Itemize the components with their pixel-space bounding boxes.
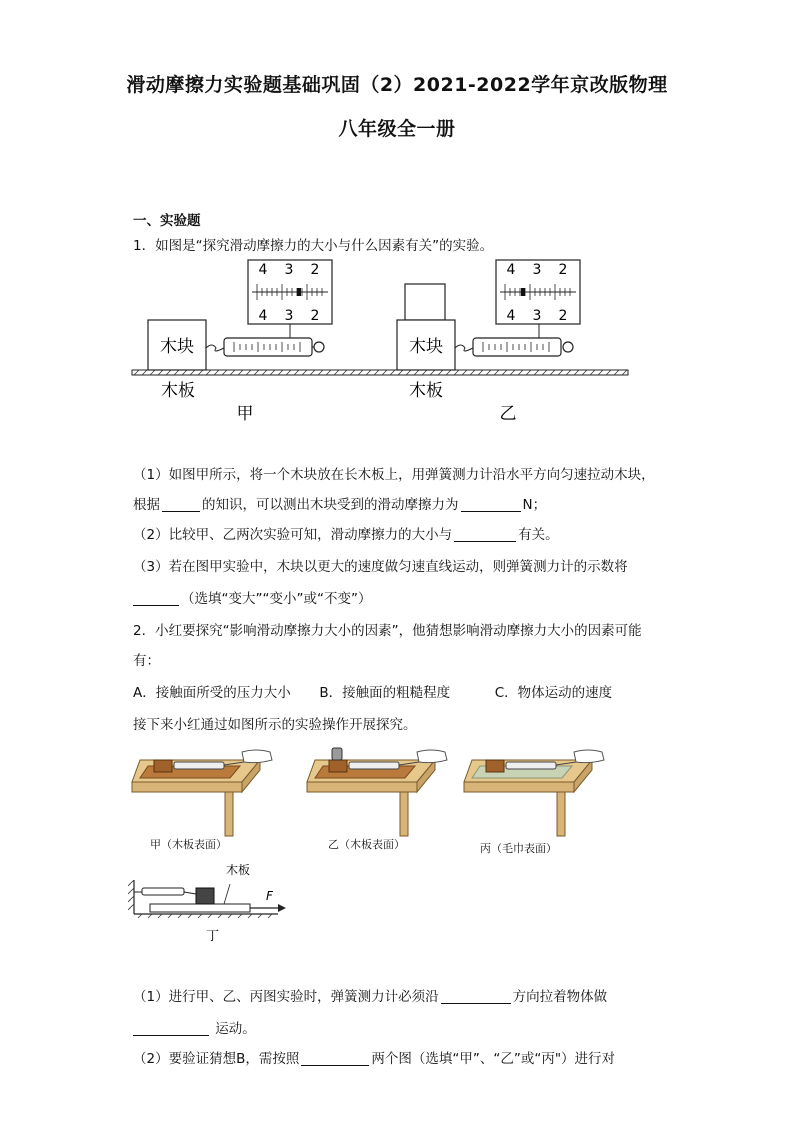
ding-board [150,904,250,912]
q2-part2-text-a: （2）要验证猜想B，需按照 [133,1051,300,1067]
yi-hook [455,345,473,351]
jia-dial-bottom-4: 4 [258,308,268,324]
yi-spring-scale [349,762,399,769]
yi-dial-pointer [521,288,525,296]
jia-label: 甲 [236,404,254,424]
q2-stem-line1: 2．小红要探究“影响滑动摩擦力大小的因素”，他猜想影响滑动摩擦力大小的因素可能 [133,623,642,639]
q2-fig-label-bing: 丙（毛巾表面） [480,842,557,855]
q2-blank-figures[interactable] [301,1051,369,1066]
jia-wood-block [154,760,172,772]
jia-board-label: 木板 [161,381,195,401]
q1-part1-line1: （1）如图甲所示，将一个木块放在长木板上，用弹簧测力计沿水平方向匀速拉动木块， [133,467,655,483]
q2-blank-motion[interactable] [133,1021,209,1036]
table-yi [307,748,447,836]
q1-blank-change[interactable] [133,591,179,606]
q2-part1-line2 [133,1017,256,1037]
q1-part2 [133,523,559,543]
q2-option-c: C．物体运动的速度 [494,685,613,701]
q1-blank-knowledge[interactable] [162,497,200,512]
jia-dial-bottom-2: 2 [310,308,320,324]
bing-spring-scale [506,762,556,769]
section-heading: 一、实验题 [133,213,201,229]
yi-hand [417,750,447,763]
yi-dial-bottom-3: 3 [532,308,542,324]
jia-block-label: 木块 [160,337,194,357]
yi-weight [332,748,342,760]
ding-arrow-head [278,904,286,912]
q2-stem-line2: 有： [133,653,160,669]
yi-dial-bottom-2: 2 [558,308,568,324]
q2-figure-ding [128,858,298,948]
q2-blank-direction[interactable] [441,989,511,1004]
q2-part2-text-b: 两个图（选填“甲”、“乙”或“丙"）进行对 [371,1051,616,1067]
q2-fig-label-yi: 乙（木板表面） [328,838,405,851]
page-title-line2: 八年级全一册 [338,118,456,140]
q1-part3-line2 [133,587,371,607]
ding-board-pointer [224,884,230,904]
q2-part1-line1 [133,985,607,1005]
q2-options [133,681,612,701]
q1-part2-text-a: （2）比较甲、乙两次实验可知，滑动摩擦力的大小与 [133,527,453,543]
yi-board-label: 木板 [409,381,443,401]
ding-label: 丁 [206,929,220,944]
q2-part1-text-a: （1）进行甲、乙、丙图实验时，弹簧测力计必须沿 [133,989,439,1005]
q1-blank-force[interactable] [461,497,521,512]
bing-wood-block [486,760,504,772]
ding-board-label: 木板 [226,863,251,877]
q1-part1-text-c: N； [522,497,547,513]
yi-dial-bottom-4: 4 [506,308,516,324]
jia-dial-bottom-3: 3 [284,308,294,324]
ding-spring-scale [142,888,184,895]
yi-wood-block [329,760,347,772]
bing-hand [574,750,604,763]
jia-dial-top-4: 4 [258,262,268,278]
q2-part2 [133,1047,615,1067]
yi-weight [405,284,445,320]
jia-ring [314,342,324,352]
q1-part3-line1: （3）若在图甲实验中，木块以更大的速度做匀速直线运动，则弹簧测力计的示数将 [133,559,628,575]
yi-dial-top-2: 2 [558,262,568,278]
yi-dial-top-4: 4 [506,262,516,278]
table-bing [464,750,604,836]
yi-spring-scale [473,338,561,356]
jia-dial-top-2: 2 [310,262,320,278]
q2-fig-label-jia: 甲（木板表面） [150,838,227,851]
q1-part1-text-a: 根据 [133,497,160,513]
yi-block-label: 木块 [409,337,443,357]
q1-stem: 1．如图是“探究滑动摩擦力的大小与什么因素有关”的实验。 [133,238,494,254]
yi-ring [563,342,573,352]
q1-part3-text-b: （选填“变大”“变小”或“不变”） [181,591,372,607]
q2-option-b: B．接触面的粗糙程度 [319,685,451,701]
page-title-line1: 滑动摩擦力实验题基础巩固（2）2021-2022学年京改版物理 [126,74,668,96]
q2-figure-tables [130,738,620,838]
yi-dial-top-3: 3 [532,262,542,278]
q1-part1-text-b: 的知识，可以测出木块受到的滑动摩擦力为 [202,497,459,513]
q2-part1-text-c: 运动。 [211,1021,256,1037]
q2-intro: 接下来小红通过如图所示的实验操作开展探究。 [133,717,417,733]
jia-dial-top-3: 3 [284,262,294,278]
q2-option-a: A．接触面所受的压力大小 [133,685,291,701]
table-jia [132,750,272,836]
yi-label: 乙 [499,404,517,424]
q1-figure [130,254,630,429]
jia-spring-scale [224,338,312,356]
q2-part1-text-b: 方向拉着物体做 [512,989,608,1005]
q1-blank-factor[interactable] [454,527,516,542]
ding-block [196,888,214,904]
ding-force-label: F [266,889,273,903]
jia-hand [242,750,272,763]
jia-spring-scale [174,762,224,769]
jia-dial-pointer [297,288,301,296]
q1-part1-line2 [133,493,546,513]
jia-hook [206,345,224,351]
q1-part2-text-b: 有关。 [518,527,559,543]
